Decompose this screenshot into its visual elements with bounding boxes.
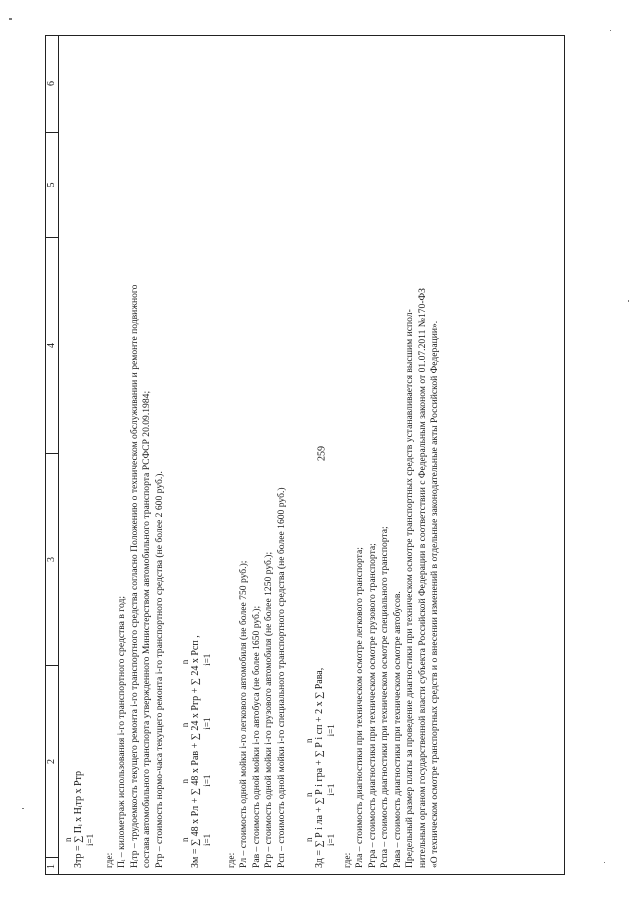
column-header-6: 6: [46, 81, 57, 86]
where-label: где:: [342, 852, 354, 868]
scan-speck: [604, 862, 605, 863]
scan-speck: [9, 18, 12, 20]
rotated-document-page: [45, 35, 565, 875]
column-header-4: 4: [45, 237, 59, 453]
definition-line: Рава – стоимость диагностики при техническом осмотре автобусов.: [391, 591, 403, 868]
closing-paragraph-line: «О техническом осмотре транспортных средств и о внесении изменений в отдельные законодательные акты Российской Федерации».: [428, 320, 440, 868]
table-header-row: [45, 35, 59, 875]
sum-lower-limits: i=1 i=1 i=1 i=1: [202, 653, 213, 846]
formula-main: Зд = ∑ Р i ла + ∑ Р i гра + ∑ Р i сп + 2 х ∑ Рава,: [314, 667, 326, 868]
scan-speck: [628, 300, 629, 302]
table-body-text: [63, 42, 441, 868]
definition-line: Рспа – стоимость диагностики при техническом осмотре специального транспорта;: [379, 526, 391, 868]
definition-line: Рл – стоимость одной мойки i-го легкового автомобиля (не более 750 руб.);: [238, 560, 250, 868]
sum-lower-limits: i=1 i=1 i=1: [326, 724, 337, 846]
column-header-5: 5: [45, 132, 59, 237]
formula-washing-cost: [180, 42, 212, 868]
definition-line: Ргра – стоимость диагностики при техническом осмотре грузового транспорта;: [366, 543, 378, 868]
definition-line: Рла – стоимость диагностики при техническом осмотре легкового транспорта;: [354, 547, 366, 868]
closing-paragraph-line: нительным органом государственной власти субъекта Российской Федерации в соответствии с Федеральным законом от 01.07.2011 №170-ФЗ: [416, 288, 428, 868]
scan-speck: [610, 30, 611, 31]
sum-upper-limit: n: [63, 837, 73, 842]
formula-repair-cost: [63, 42, 95, 868]
page-number: 259: [316, 446, 328, 461]
where-label: где:: [104, 852, 115, 868]
formula-main: Зтр = ∑ Пᵢ х Нᵢтр х Ртр: [73, 770, 84, 868]
scan-speck: [22, 808, 24, 809]
closing-paragraph-line: Предельный размер платы за проведение диагностики при техническом осмотре транспортных средств устанавливается высшим испол-: [404, 309, 416, 868]
definition-line: Ртр – стоимость нормо-часа текущего ремонта i-го транспортного средства (не более 2 600 руб.).: [153, 471, 165, 868]
definition-line: Рсп – стоимость одной мойки i-го специального транспортного средства (не более 1600 руб.): [275, 487, 287, 868]
formula-main: Зм = ∑ 48 х Рл + ∑ 48 х Рав + ∑ 24 х Ргр + ∑ 24 х Рсп ,: [190, 635, 202, 868]
sum-lower-limit: i=1: [85, 833, 95, 846]
sum-upper-limits: n n n: [304, 738, 315, 842]
definition-line: Ргр – стоимость одной мойки i-го грузового автомобиля (не более 1250 руб.);: [263, 551, 275, 868]
column-header-2: 2: [45, 665, 59, 857]
definition-line: состава автомобильного транспорта утвержденного Министерством автомобильного транспорта РСФСР 20.09.1984;: [141, 390, 153, 868]
definition-line: Рав – стоимость одной мойки i-го автобуса (не более 1650 руб.);: [250, 605, 262, 868]
formula-diagnostics-cost: [304, 42, 336, 868]
definition-line: Пᵢ – километраж использования i-го транспортного средства в год;: [116, 595, 128, 868]
where-label: где:: [226, 852, 238, 868]
column-header-1: 1: [45, 857, 59, 875]
column-header-3: 3: [45, 453, 59, 665]
sum-upper-limits: n n n n: [180, 659, 191, 842]
definition-line: Нᵢтр – трудоемкость текущего ремонта i-го транспортного средства согласно Положению о техническом обслуживании и ремонте подвижного: [128, 284, 140, 868]
